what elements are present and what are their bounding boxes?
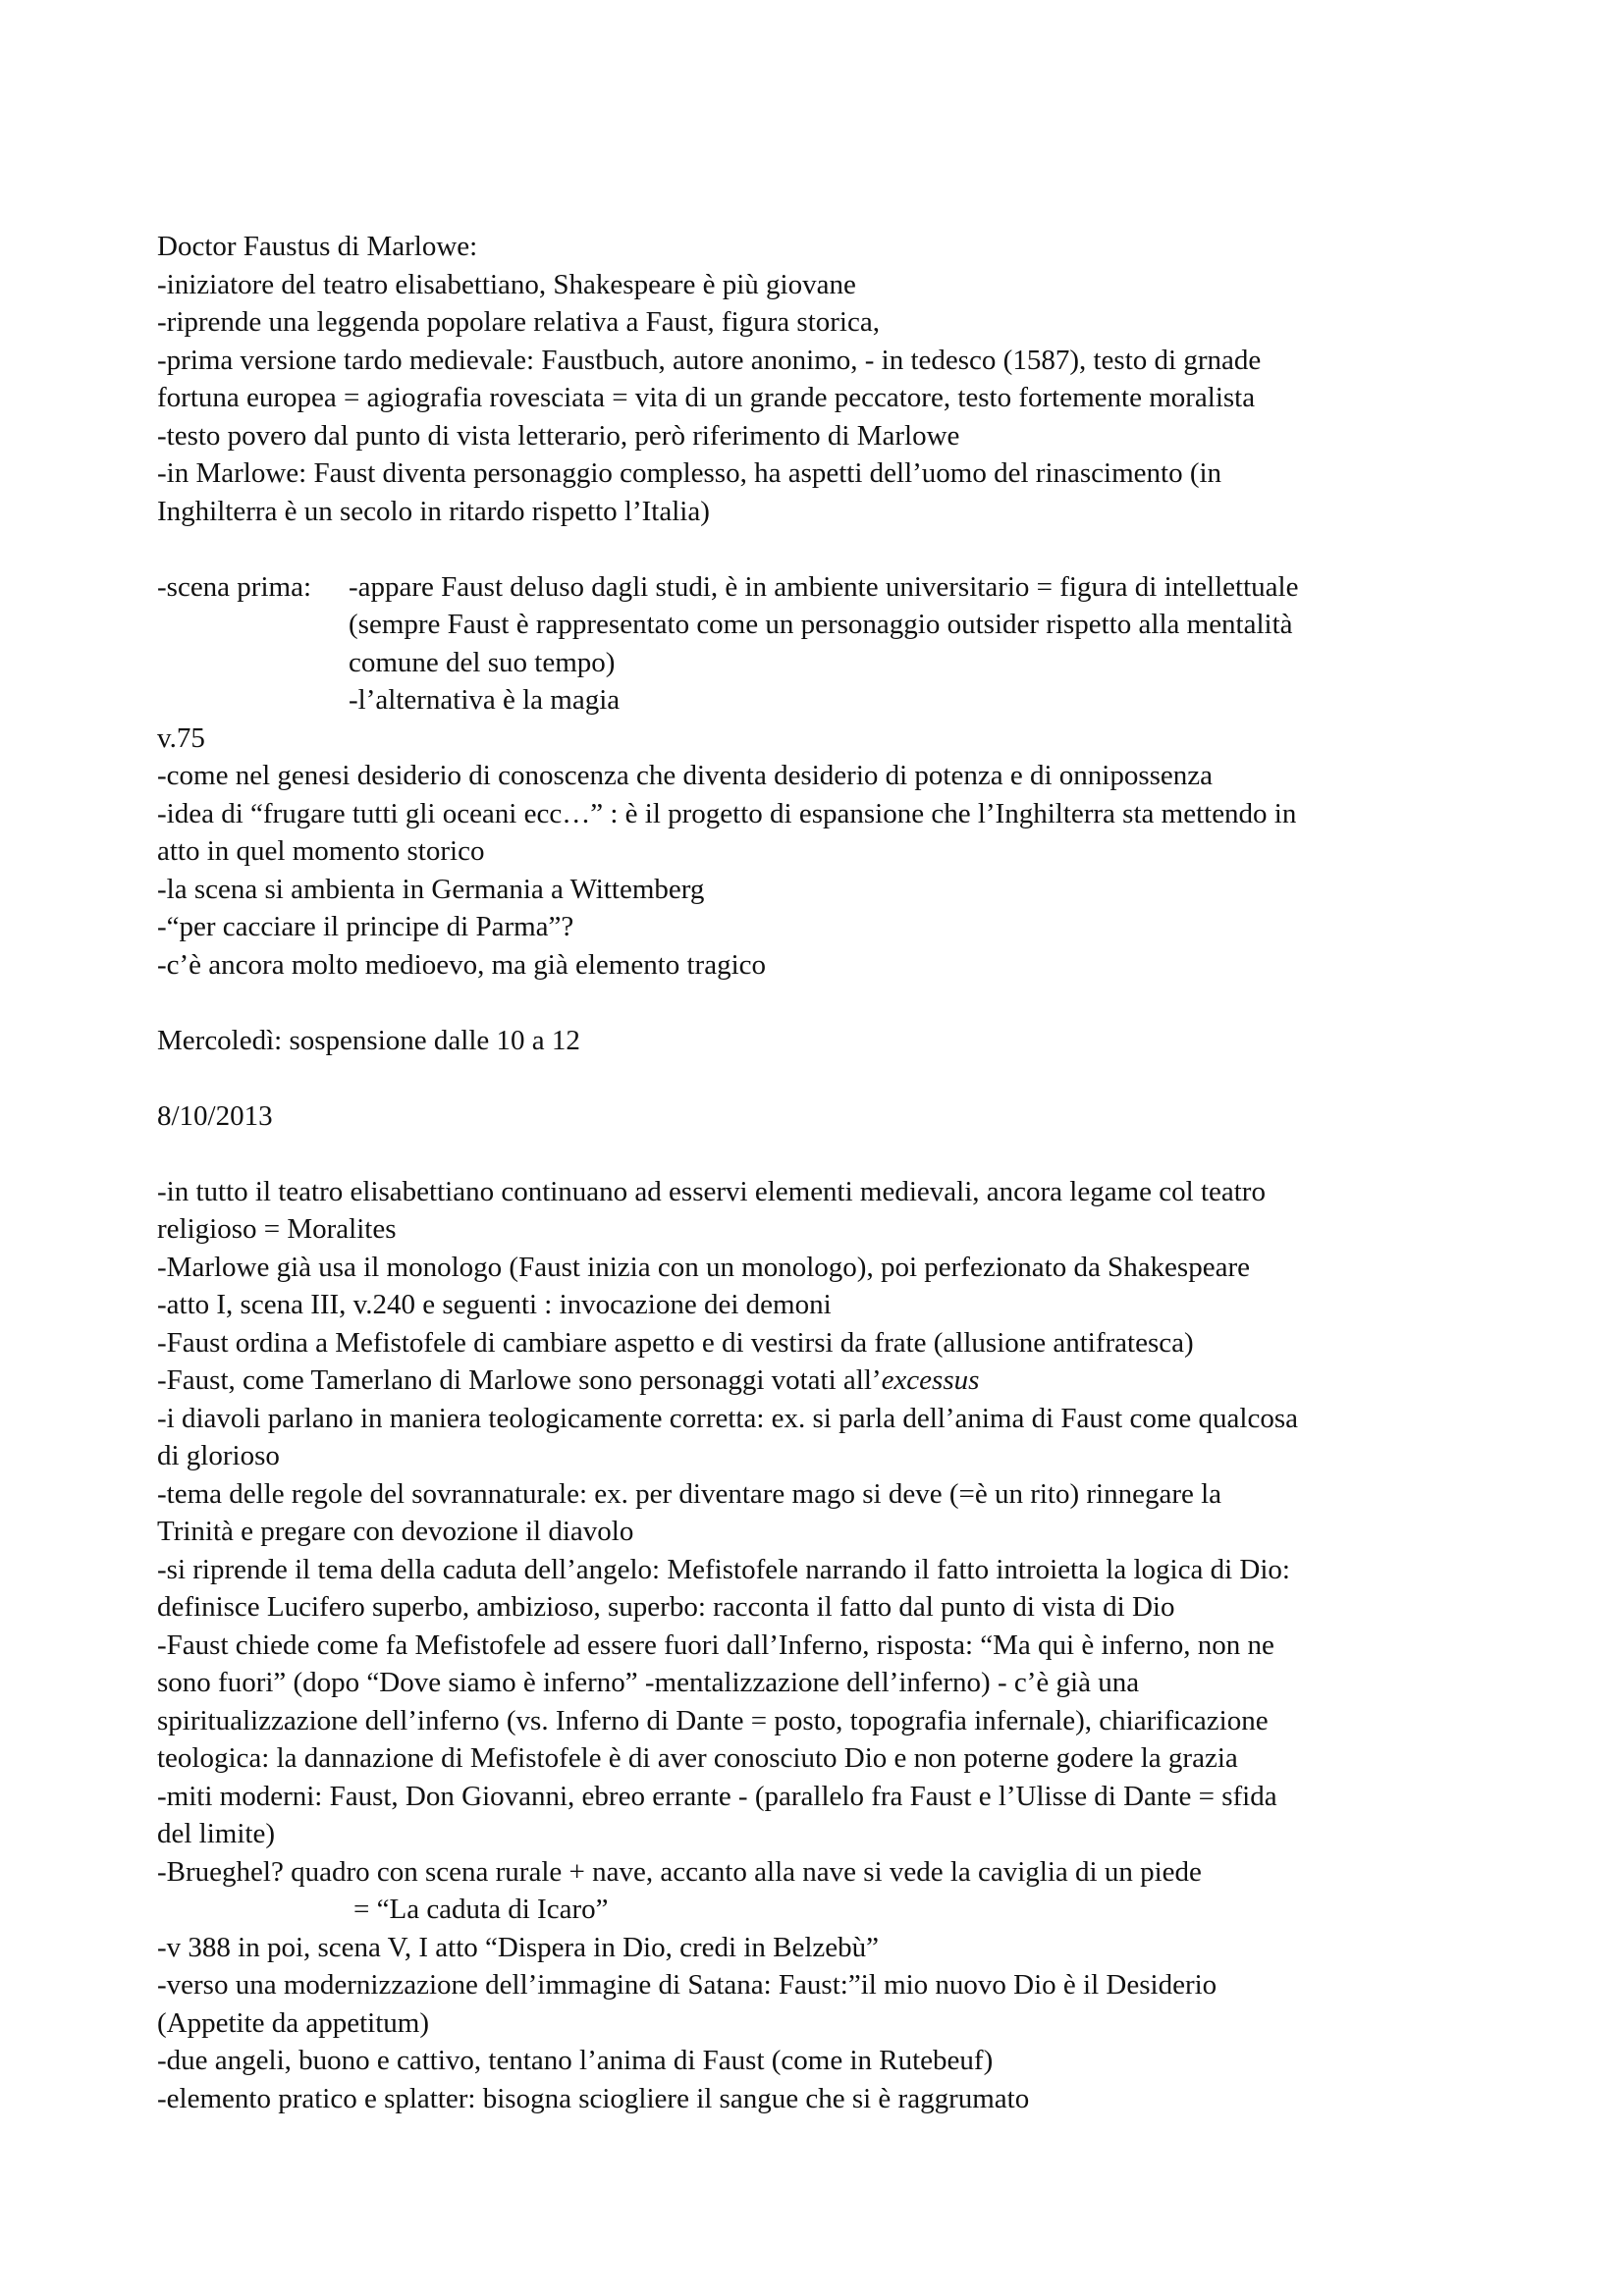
text-line: del limite) xyxy=(157,1818,275,1849)
text-line: -Faust chiede come fa Mefistofele ad essere fuori dall’Inferno, risposta: “Ma qui è inferno, non ne xyxy=(157,1629,1274,1661)
text-line: -iniziatore del teatro elisabettiano, Shakespeare è più giovane xyxy=(157,268,856,300)
excessus-prefix: -Faust, come Tamerlano di Marlowe sono personaggi votati all’ xyxy=(157,1364,882,1396)
text-line: = “La caduta di Icaro” xyxy=(353,1894,609,1925)
text-line: -c’è ancora molto medioevo, ma già elemento tragico xyxy=(157,948,767,981)
text-line: -i diavoli parlano in maniera teologicamente corretta: ex. si parla dell’anima di Faust come qualcosa xyxy=(157,1402,1298,1434)
excessus-word: excessus xyxy=(881,1364,980,1396)
document-page xyxy=(157,228,1551,2117)
text-line: -“per cacciare il principe di Parma”? xyxy=(157,911,574,942)
text-line: -tema delle regole del sovrannaturale: ex. per diventare mago si deve (=è un rito) rinnegare la xyxy=(157,1477,1222,1510)
text-line xyxy=(157,568,1551,607)
text-line: teologica: la dannazione di Mefistofele è di aver conosciuto Dio e non poterne godere la grazia xyxy=(157,1742,1238,1774)
text-line: religioso = Moralites xyxy=(157,1213,397,1245)
text-line: (Appetite da appetitum) xyxy=(157,2006,430,2039)
text-line: -come nel genesi desiderio di conoscenza che diventa desiderio di potenza e di onnipossenza xyxy=(157,760,1214,791)
text-line xyxy=(157,1362,1551,1400)
text-line: -v 388 in poi, scena V, I atto “Dispera in Dio, credi in Belzebù” xyxy=(157,1931,880,1963)
scene-block xyxy=(157,568,1551,720)
text-line: -due angeli, buono e cattivo, tentano l’anima di Faust (come in Rutebeuf) xyxy=(157,2045,994,2076)
verse-reference: v.75 xyxy=(157,721,205,754)
text-line: -si riprende il tema della caduta dell’angelo: Mefistofele narrando il fatto introietta la logica di Dio: xyxy=(157,1553,1290,1585)
lecture-date: 8/10/2013 xyxy=(157,1099,273,1132)
text-line: -in Marlowe: Faust diventa personaggio complesso, ha aspetti dell’uomo del rinascimento (in xyxy=(157,457,1222,489)
text-line: -Marlowe già usa il monologo (Faust inizia con un monologo), poi perfezionato da Shakespeare xyxy=(157,1251,1250,1283)
second-lecture-block xyxy=(157,1173,1551,2118)
text-line: -riprende una leggenda popolare relativa a Faust, figura storica, xyxy=(157,306,880,338)
scene-label: -scena prima: xyxy=(157,570,312,603)
blank-line xyxy=(157,1059,1551,1097)
text-line: -la scena si ambienta in Germania a Wittemberg xyxy=(157,873,705,905)
text-line: -idea di “frugare tutti gli oceani ecc…” : è il progetto di espansione che l’Inghilterra sta mettendo in xyxy=(157,797,1297,829)
text-line: Trinità e pregare con devozione il diavolo xyxy=(157,1516,634,1547)
text-line: atto in quel momento storico xyxy=(157,835,485,867)
text-line: -testo povero dal punto di vista letterario, però riferimento di Marlowe xyxy=(157,419,960,452)
document-title: Doctor Faustus di Marlowe: xyxy=(157,231,478,262)
text-line: di glorioso xyxy=(157,1440,280,1471)
text-line: fortuna europea = agiografia rovesciata = vita di un grande peccatore, testo fortemente moralista xyxy=(157,382,1256,413)
text-line: Inghilterra è un secolo in ritardo rispetto l’Italia) xyxy=(157,495,710,527)
text-line: comune del suo tempo) xyxy=(349,646,616,678)
text-line: -Faust ordina a Mefistofele di cambiare aspetto e di vestirsi da frate (allusione antifratesca) xyxy=(157,1326,1194,1359)
text-line: -prima versione tardo medievale: Faustbuch, autore anonimo, - in tedesco (1587), testo di grnade xyxy=(157,344,1262,376)
intro-block xyxy=(157,266,1551,531)
blank-line xyxy=(157,1135,1551,1173)
text-line: -l’alternativa è la magia xyxy=(349,684,621,716)
scene-text: -appare Faust deluso dagli studi, è in ambiente universitario = figura di intellettuale xyxy=(349,570,1299,603)
text-line: -Brueghel? quadro con scena rurale + nave, accanto alla nave si vede la caviglia di un piede xyxy=(157,1855,1202,1888)
blank-line xyxy=(157,984,1551,1022)
text-line: definisce Lucifero superbo, ambizioso, superbo: racconta il fatto dal punto di vista di Dio xyxy=(157,1591,1175,1623)
after-verse-block xyxy=(157,757,1551,984)
text-line: -miti moderni: Faust, Don Giovanni, ebreo errante - (parallelo fra Faust e l’Ulisse di Dante = sfida xyxy=(157,1780,1277,1812)
text-line: sono fuori” (dopo “Dove siamo è inferno” -mentalizzazione dell’inferno) - c’è già una xyxy=(157,1667,1140,1698)
text-line: -verso una modernizzazione dell’immagine di Satana: Faust:”il mio nuovo Dio è il Desiderio xyxy=(157,1969,1217,2001)
announcement: Mercoledì: sospensione dalle 10 a 12 xyxy=(157,1024,580,1056)
text-line: (sempre Faust è rappresentato come un personaggio outsider rispetto alla mentalità xyxy=(349,609,1293,640)
text-line: -in tutto il teatro elisabettiano continuano ad esservi elementi medievali, ancora legame col teatro xyxy=(157,1175,1266,1207)
blank-line xyxy=(157,530,1551,568)
text-line: -elemento pratico e splatter: bisogna sciogliere il sangue che si è raggrumato xyxy=(157,2082,1030,2114)
text-line: spiritualizzazione dell’inferno (vs. Inferno di Dante = posto, topografia infernale), chiarificazione xyxy=(157,1704,1269,1736)
text-line: -atto I, scena III, v.240 e seguenti : invocazione dei demoni xyxy=(157,1289,832,1320)
